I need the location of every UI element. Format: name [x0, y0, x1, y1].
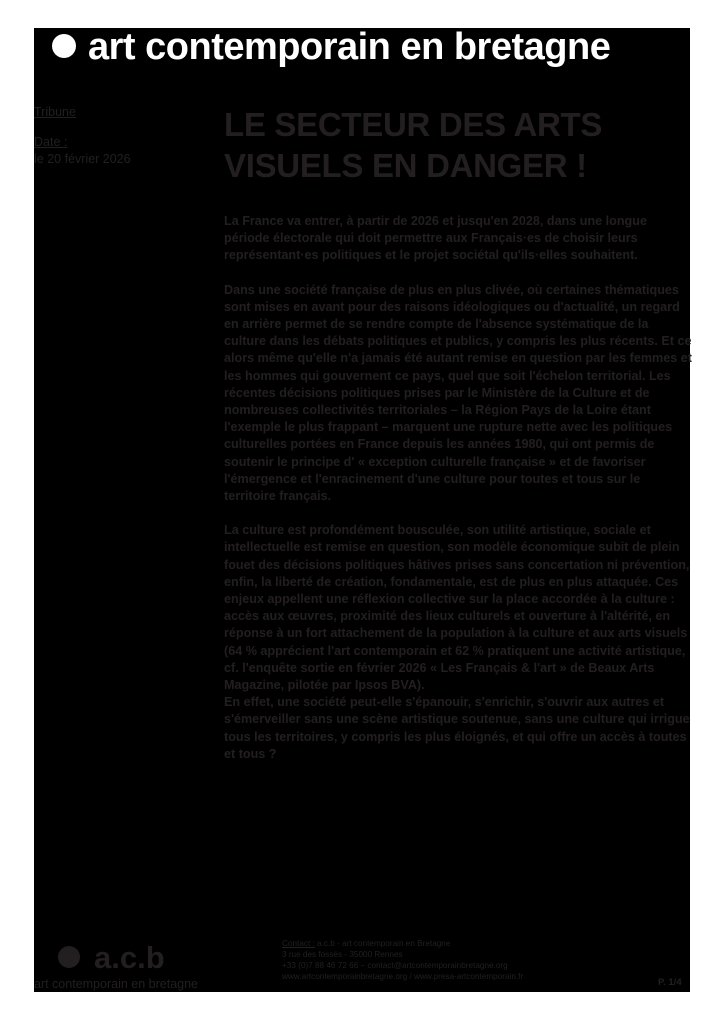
paragraph-3: La culture est profondément bousculée, son utilité artistique, sociale et intellectuelle est remise en question, son modèle économique subit de plein fouet des décisions politiques hâtives prises sans concertation ni prévention, enfin, la liberté de création, fondamentale, est de plus en plus attaquée. Ces enjeux appellent une réflexion collective sur la place accordée à la culture : accès aux œuvres, proximité des lieux culturels et ouverture à l'altérité, en réponse à un fort attachement de la population à la culture et aux arts visuels (64 % apprécient l'art contemporain et 62 % pratiquent une activité artistique, cf. l'enquête sortie en février 2026 « Les Français & l'art » de Beaux Arts Magazine, pilotée par Ipsos BVA).	[224, 523, 690, 693]
paragraph-4: En effet, une société peut-elle s'épanouir, s'enrichir, s'ouvrir aux autres et s'émerveiller sans une scène artistique soutenue, sans une culture qui irrigue tous les territoires, y compris les plus éloignés, et qui offre un accès à toutes et tous ?	[224, 695, 690, 761]
title-line-2: VISUELS EN DANGER !	[224, 147, 587, 184]
contact-block	[282, 938, 642, 982]
paragraph-2: Dans une société française de plus en plus clivée, où certaines thématiques sont mises en avant pour des raisons idéologiques ou d'actualité, un regard en arrière permet de se rendre compte de l'absence systématique de la culture dans les débats politiques et publics, y compris les plus récents. Et ce alors même qu'elle n'a jamais été autant remise en question par les femmes et les hommes qui gouvernent ce pays, quel que soit l'échelon territorial. Les récentes décisions politiques prises par le Ministère de la Culture et de nombreuses collectivités territoriales – la Région Pays de la Loire étant l'exemple le plus frappant – marquent une rupture nette avec les politiques culturelles portées en France depuis les années 1980, qui ont permis de soutenir le principe d' « exception culturelle française » et de favoriser l'émergence et l'enracinement d'une culture pour toutes et tous sur le territoire français.	[224, 282, 692, 504]
footer-logo	[34, 938, 234, 978]
paragraph-1: La France va entrer, à partir de 2026 et jusqu'en 2028, dans une longue période électorale qui doit permettre aux Français·es de choisir leurs représentant·es politiques et le projet sociétal qu'ils·elles souhaitent.	[224, 214, 647, 263]
logo-dot-icon	[52, 34, 76, 58]
footer-dot-icon	[58, 946, 80, 968]
footer-logo-text: a.c.b	[94, 940, 165, 975]
section-label: Tribune	[34, 105, 76, 119]
article-title	[224, 104, 684, 186]
footer-brand: art contemporain en bretagne	[34, 977, 198, 991]
masthead-text: art contemporain en bretagne	[88, 26, 611, 68]
title-line-1: LE SECTEUR DES ARTS	[224, 106, 603, 143]
contact-line-1	[282, 938, 642, 949]
date-value: le 20 février 2026	[34, 152, 131, 166]
contact-label: Contact :	[282, 939, 315, 948]
contact-line-4: www.artcontemporainbretagne.org / www.presa-artcontemporain.fr	[282, 972, 524, 981]
article-meta	[34, 104, 204, 168]
contact-line-2: 3 rue des fossés - 35000 Rennes	[282, 950, 403, 959]
article-body	[224, 213, 692, 780]
contact-org: a.c.b - art contemporain en Bretagne	[314, 939, 451, 948]
contact-line-3: +33 (0)7 88 46 72 66 – contact@artcontemporainbretagne.org	[282, 961, 508, 970]
date-label: Date :	[34, 135, 68, 149]
masthead	[52, 24, 692, 70]
page-number: P. 1/4	[658, 977, 682, 988]
